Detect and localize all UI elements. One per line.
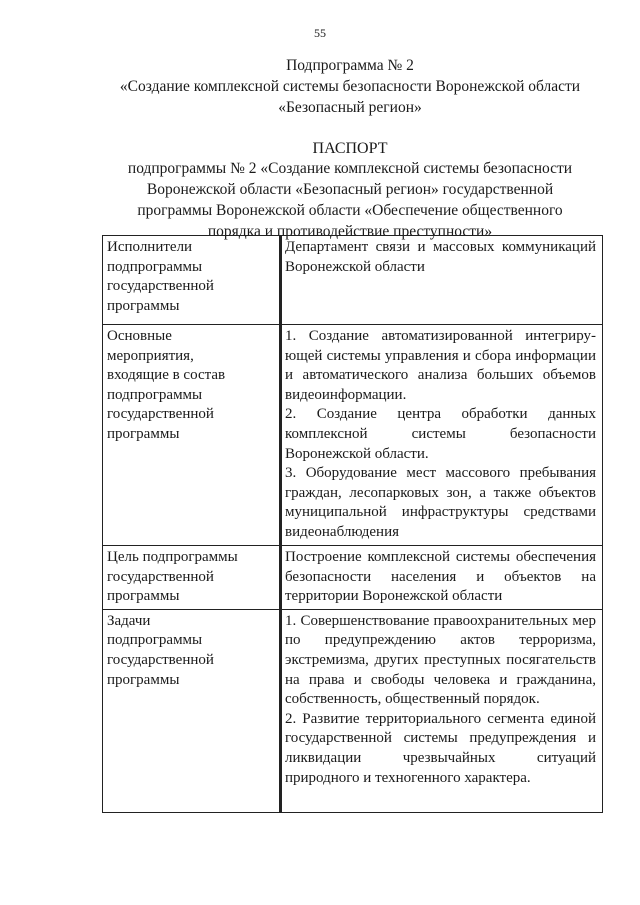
label-line: Основные [107,328,172,344]
row-label [103,325,280,546]
heading-line: «Безопасный регион» [278,99,422,116]
row-paragraph: Департамент связи и массовых коммуникаций Воронежской области [285,239,596,275]
passport-table [102,235,603,813]
table-row [103,546,603,610]
row-label [103,609,280,812]
label-line: Задачи [107,612,151,629]
subtitle-line: подпрограммы № 2 «Создание комплексной системы безопасности [127,160,573,177]
label-line: подпрограммы [107,632,203,649]
label-line: программы [107,671,180,688]
page-number: 55 [314,26,326,40]
label-line: мероприятия, [107,347,194,364]
table-row [103,325,603,546]
passport-title: ПАСПОРТ [312,140,388,157]
heading-line: Подпрограмма № 2 [286,57,414,74]
label-line: государственной [107,406,214,423]
label-line: подпрограммы [107,386,203,403]
row-paragraph: 3. Оборудование мест массового пребывания граждан, лесопарковых зон, а также объектов муниципальной инфраструктуры средствами видеонаблюдения [285,465,596,540]
subtitle-line: порядка и противодействие преступности» [207,223,493,240]
row-content [280,609,603,812]
row-paragraph: Построение комплексной системы обеспечения безопасности населения и объектов на территории Воронежской области [285,549,596,605]
row-content [280,236,603,325]
table-row [103,236,603,325]
row-paragraph: 2. Создание центра обработки данных комплексной системы безопасности Воронежской области. [285,406,596,462]
heading-line: «Создание комплексной системы безопасности Воронежской области [119,78,581,95]
label-line: государственной [107,651,214,668]
label-line: программы [107,297,180,314]
row-content [280,546,603,610]
row-label [103,236,280,325]
subtitle-line: Воронежской области «Безопасный регион» государственной [146,181,554,198]
subtitle-line: программы Воронежской области «Обеспечение общественного [137,202,563,219]
row-paragraph: 1. Совершенствование правоохранительных мер по предупреждению актов терроризма, экстремизма, других преступных посягательств на права и свободы человека и гражданина, собственность, общественный порядок. [285,612,596,708]
row-paragraph: 1. Создание автоматизированной интегриру-ющей системы управления и сбора информации и автоматического анализа больших объемов видеоинформации. [285,328,596,403]
row-paragraph: 2. Развитие территориального сегмента единой государственной системы предупреждения и ликвидации чрезвычайных ситуаций природного и техногенного характера. [285,710,596,786]
label-line: Исполнители [107,239,193,255]
row-content [280,325,603,546]
row-label [103,546,280,610]
label-line: подпрограммы [107,258,203,275]
label-line: входящие в состав [107,367,226,384]
table-row [103,609,603,812]
label-line: программы [107,425,180,442]
label-line: Цель подпрограммы [107,549,238,565]
label-line: государственной [107,568,214,585]
passport-subtitle [60,158,640,242]
label-line: государственной [107,278,214,295]
label-line: программы [107,588,180,605]
subprogram-heading [60,55,640,118]
